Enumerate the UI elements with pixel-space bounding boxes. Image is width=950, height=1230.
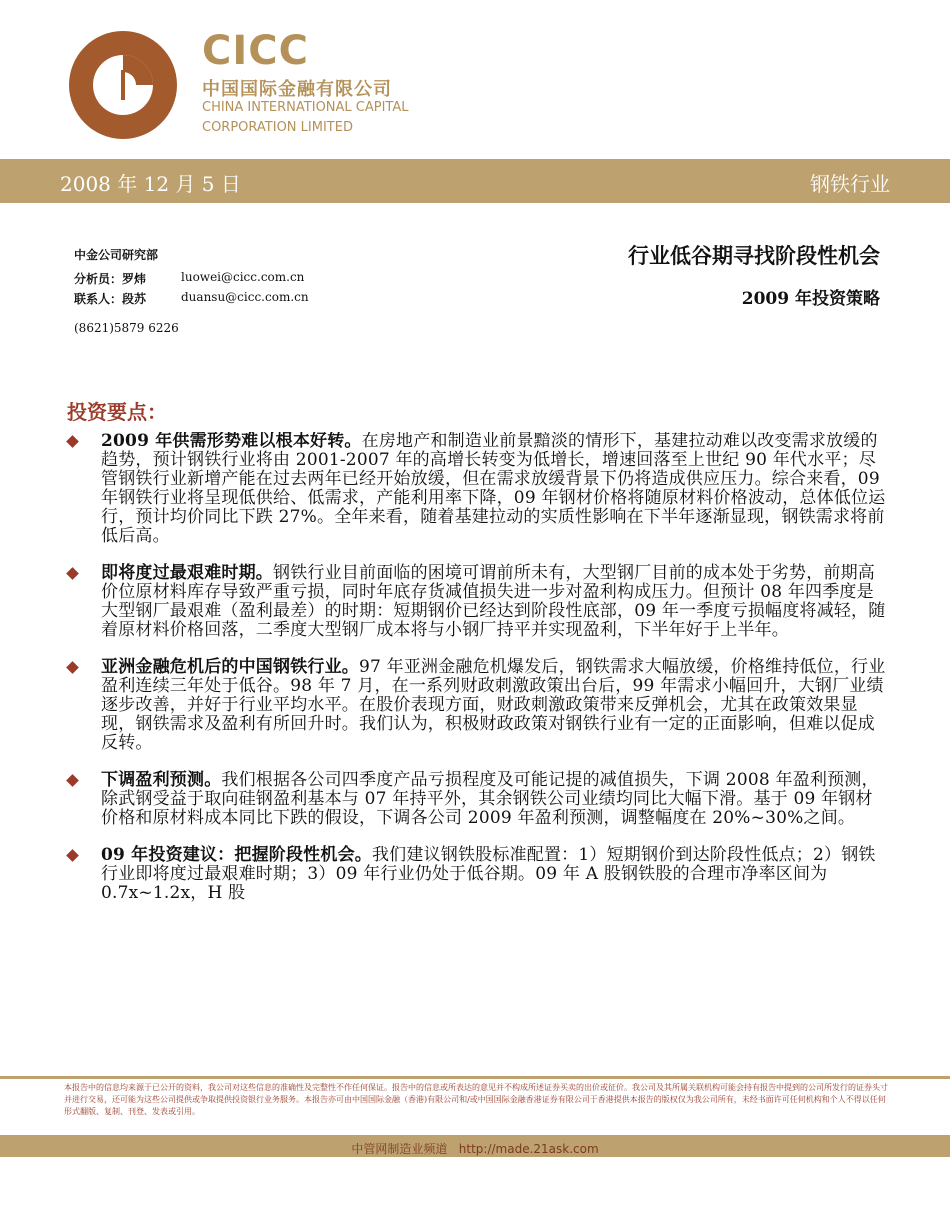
cicc-logo-icon: [68, 30, 178, 140]
report-title: 行业低谷期寻找阶段性机会: [628, 243, 880, 268]
highlight-item: [66, 564, 886, 640]
brand-name: CICC: [202, 28, 309, 74]
highlight-title: 即将度过最艰难时期。: [101, 563, 273, 583]
report-subtitle: 2009 年投资策略: [741, 289, 880, 309]
footer-divider: [0, 1076, 950, 1079]
diamond-bullet-icon: [66, 567, 79, 580]
disclaimer-text: 本报告中的信息均来源于已公开的资料，我公司对这些信息的准确性及完整性不作任何保证。报告中的信息或所表达的意见并不构成所述证券买卖的出价或征价。我公司及其所属关联机构可能会持有报告中提到的公司所发行的证券头寸并进行交易，还可能为这些公司提供或争取提供投资银行业务服务。本报告亦可由中国国际金融（香港)有限公司和/或中国国际金融香港证券有限公司于香港提供本报告的版权仅为我公司所有，未经书面许可任何机构和个人不得以任何形式翻版、复制、刊登、发表或引用。: [64, 1083, 888, 1116]
diamond-bullet-icon: [66, 435, 79, 448]
report-date: 2008 年 12 月 5 日: [60, 172, 241, 196]
highlight-body: 我们根据各公司四季度产品亏损程度及可能记提的减值损失，下调 2008 年盈利预测，除武钢受益于取向硅钢盈利基本与 07 年持平外，其余钢铁公司业绩均同比大幅下滑。基于 09 年钢材价格和原材料成本同比下跌的假设，下调各公司 2009 年盈利预测，调整幅度在 20%~30%之间。: [101, 770, 879, 828]
highlight-body: 我们建议钢铁股标准配置：1）短期钢价到达阶段性低点；2）钢铁行业即将度过最艰难时期；3）09 年行业仍处于低谷期。09 年 A 股钢铁股的合理市净率区间为 0.7x~1.2x，H 股: [101, 845, 876, 903]
highlights-list: [66, 432, 886, 1068]
brand-english-line1: CHINA INTERNATIONAL CAPITAL: [202, 100, 409, 115]
brand-chinese-name: 中国国际金融有限公司: [202, 79, 392, 100]
footer-site-name: 中管网制造业频道: [351, 1142, 448, 1156]
diamond-bullet-icon: [66, 774, 79, 787]
research-department: 中金公司研究部: [74, 248, 159, 262]
highlight-item: [66, 771, 886, 828]
phone-number: (8621)5879 6226: [74, 321, 179, 335]
highlight-title: 2009 年供需形势难以根本好转。: [101, 432, 362, 451]
highlight-title: 09 年投资建议：把握阶段性机会。: [101, 845, 372, 865]
contact-row: [74, 290, 309, 307]
diamond-bullet-icon: [66, 849, 79, 862]
highlight-body: 97 年亚洲金融危机爆发后，钢铁需求大幅放缓，价格维持低位，行业盈利连续三年处于低谷。98 年 7 月，在一系列财政刺激政策出台后，99 年需求小幅回升，大钢厂业绩逐步改善，并好于行业平均水平。在股价表现方面，财政刺激政策带来反弹机会，尤其在政策效果显现，钢铁需求及盈利有所回升时。我们认为，积极财政政策对钢铁行业有一定的正面影响，但难以促成反转。: [101, 657, 886, 753]
diamond-bullet-icon: [66, 661, 79, 674]
highlight-body: 在房地产和制造业前景黯淡的情形下，基建拉动难以改变需求放缓的趋势，预计钢铁行业将由 2001-2007 年的高增长转变为低增长，增速回落至上世纪 90 年代水平；尽管钢铁行业新增产能在过去两年已经开始放缓，但在需求放缓背景下仍将造成供应压力。综合来看，09 年钢铁行业将呈现低供给、低需求，产能利用率下降，09 年钢材价格将随原材料价格波动，总体低位运行，预计均价同比下跌 27%。全年来看，随着基建拉动的实质性影响在下半年逐渐显现，钢铁需求将前低后高。: [101, 432, 886, 546]
analyst-row: [74, 270, 305, 287]
analyst-name: 罗炜: [122, 272, 147, 286]
contact-label: 联系人：: [74, 292, 123, 306]
highlight-body: 钢铁行业目前面临的困境可谓前所未有，大型钢厂目前的成本处于劣势，前期高价位原材料库存导致严重亏损，同时年底存货减值损失进一步对盈利构成压力。但预计 08 年四季度是大型钢厂最艰难（盈利最差）的时期：短期钢价已经达到阶段性底部，09 年一季度亏损幅度将减轻，随着原材料价格回落，二季度大型钢厂成本将与小钢厂持平并实现盈利，下半年好于上半年。: [101, 563, 886, 640]
brand-english-line2: CORPORATION LIMITED: [202, 120, 353, 135]
footer-source: [0, 1140, 950, 1157]
highlight-title: 下调盈利预测。: [101, 770, 222, 790]
analyst-email[interactable]: luowei@cicc.com.cn: [181, 270, 305, 284]
contact-name: 段苏: [122, 292, 147, 306]
contact-email[interactable]: duansu@cicc.com.cn: [181, 290, 309, 304]
highlight-item: [66, 658, 886, 753]
footer-site-url[interactable]: http://made.21ask.com: [458, 1142, 599, 1156]
highlight-title: 亚洲金融危机后的中国钢铁行业。: [101, 657, 359, 677]
highlight-item: [66, 846, 886, 903]
industry-label: 钢铁行业: [810, 172, 890, 196]
analyst-label: 分析员：: [74, 272, 123, 286]
date-bar: [0, 159, 950, 203]
highlight-item: [66, 432, 886, 546]
highlights-heading: 投资要点：: [67, 400, 167, 424]
